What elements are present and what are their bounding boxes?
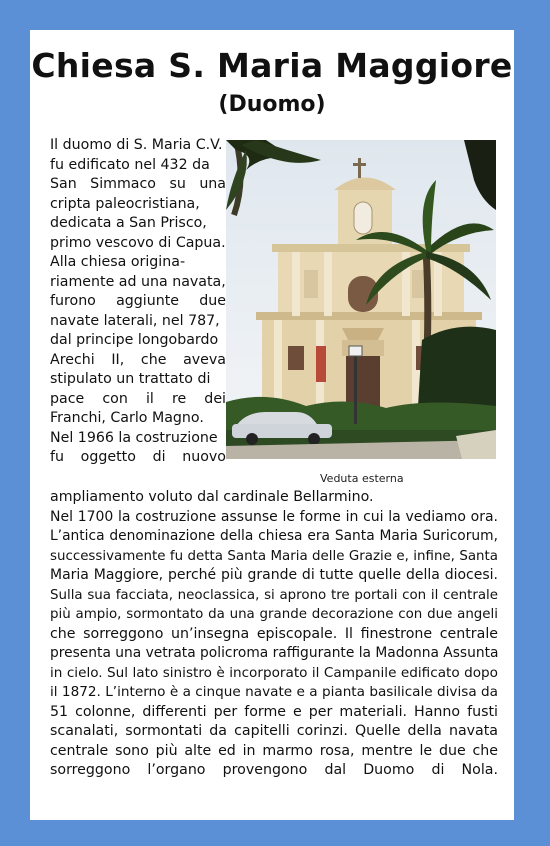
text-line: Sulla sua facciata, neoclassica, si aprono tre portali con il centrale <box>50 587 498 603</box>
text-line: Alla chiesa origina- <box>50 254 186 270</box>
text-line: cripta paleocristiana, <box>50 195 200 212</box>
text-line: furono aggiunte due <box>50 293 226 309</box>
text-line: ampliamento voluto dal cardinale Bellarmino. <box>50 489 374 505</box>
text-line: fu edificato nel 432 da <box>50 156 210 173</box>
text-line: Nel 1700 la costruzione assunse le forme in cui la vediamo ora. <box>50 508 498 525</box>
text-line: navate laterali, nel 787, <box>50 312 220 329</box>
church-photo <box>226 140 496 459</box>
page-subtitle: (Duomo) <box>218 92 326 117</box>
text-line: 51 colonne, differenti per forme e per materiali. Hanno fusti <box>50 703 498 720</box>
text-line: sorreggono l’organo provengono dal Duomo di Nola. <box>50 762 498 778</box>
text-line: Il duomo di S. Maria C.V. <box>50 137 223 153</box>
text-line: presenta una vetrata policroma raffigurante la Madonna Assunta <box>50 645 499 661</box>
text-line: dal principe longobardo <box>50 332 219 348</box>
text-line: pace con il re dei <box>50 390 226 407</box>
text-line: Franchi, Carlo Magno. <box>50 410 204 426</box>
text-line: primo vescovo di Capua. <box>50 234 226 251</box>
text-line: San Simmaco su una <box>50 176 226 192</box>
body-text <box>50 488 498 781</box>
column-text <box>50 136 226 468</box>
text-line: L’antica denominazione della chiesa era Santa Maria Suricorum, <box>50 528 498 544</box>
text-line: riamente ad una navata, <box>50 273 226 290</box>
text-line: centrale sono più alte ed in marmo rosa, mentre le due che <box>50 742 498 759</box>
text-line: in cielo. Sul lato sinistro è incorporato il Campanile edificato dopo <box>50 664 498 681</box>
text-line: il 1872. L’interno è a cinque navate e a pianta basilicale divisa da <box>50 684 498 700</box>
page-title: Chiesa S. Maria Maggiore <box>31 46 513 85</box>
text-line: successivamente fu detta Santa Maria delle Grazie e, infine, Santa <box>50 548 498 564</box>
text-line: Maria Maggiore, perché più grande di tutte quelle della diocesi. <box>50 567 498 583</box>
text-line: più ampio, sormontato da una grande decorazione con due angeli <box>50 607 498 622</box>
text-line: scanalati, sormontati da capitelli corinzi. Quelle della navata <box>50 723 498 739</box>
text-line: dedicata a San Prisco, <box>50 215 207 231</box>
text-line: stipulato un trattato di <box>50 371 211 387</box>
text-line: Nel 1966 la costruzione <box>50 429 218 446</box>
page-panel <box>30 30 514 820</box>
text-line: Arechi II, che aveva <box>50 351 226 368</box>
photo-caption: Veduta esterna <box>320 472 404 485</box>
text-line: fu oggetto di nuovo <box>50 449 226 465</box>
text-line: che sorreggono un’insegna episcopale. Il finestrone centrale <box>50 625 498 642</box>
